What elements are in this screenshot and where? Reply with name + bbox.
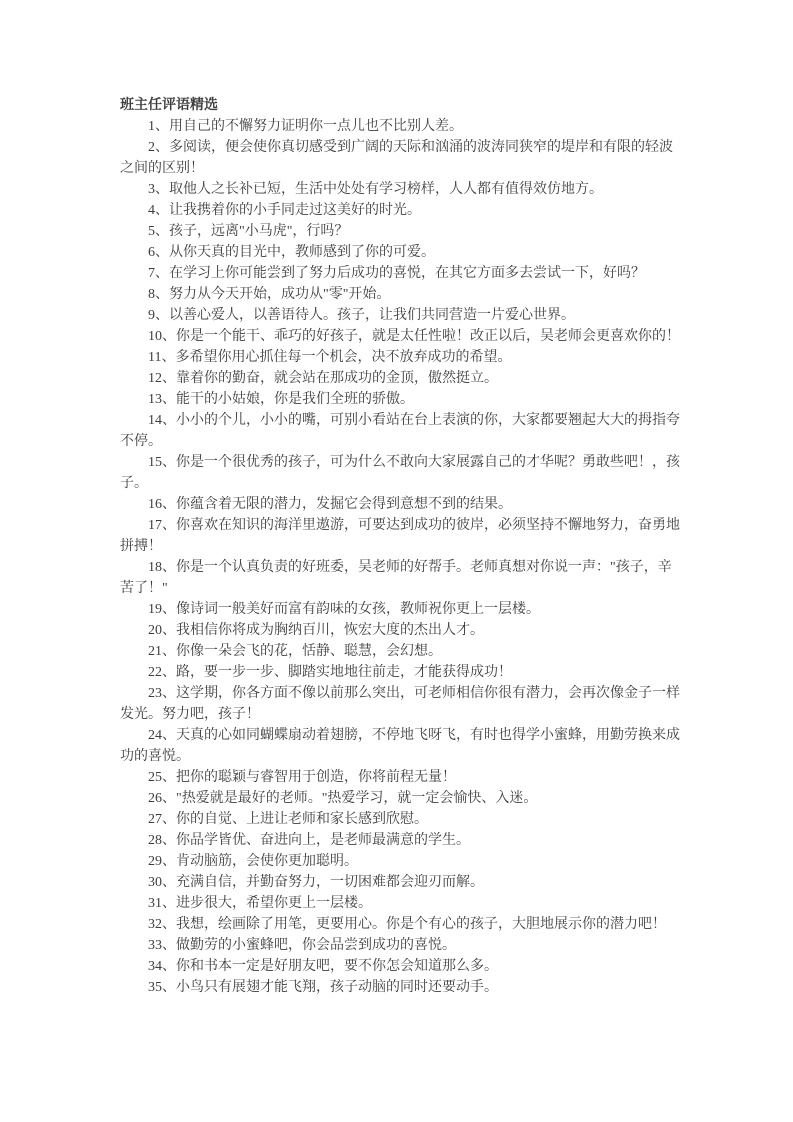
list-item: 10、你是一个能干、乖巧的好孩子，就是太任性啦！改正以后，吴老师会更喜欢你的！ xyxy=(148,329,680,344)
list-item: 11、多希望你用心抓住每一个机会，决不放弃成功的希望。 xyxy=(148,350,512,365)
list-item: 18、你是一个认真负责的好班委，吴老师的好帮手。老师真想对你说一声："孩子，辛苦了！" xyxy=(120,560,672,596)
list-item: 21、你像一朵会飞的花，恬静、聪慧，会幻想。 xyxy=(148,644,442,659)
list-item: 4、让我携着你的小手同走过这美好的时光。 xyxy=(148,203,421,218)
list-item: 8、努力从今天开始，成功从"零"开始。 xyxy=(148,287,391,302)
list-item: 17、你喜欢在知识的海洋里遨游，可要达到成功的彼岸，必须坚持不懈地努力，奋勇地拼搏！ xyxy=(120,518,680,554)
list-item: 2、多阅读，便会使你真切感受到广阔的天际和汹涌的波涛同狭窄的堤岸和有限的轻波之间的区别！ xyxy=(120,140,673,176)
list-item: 13、能干的小姑娘，你是我们全班的骄傲。 xyxy=(148,392,414,407)
list-item: 15、你是一个很优秀的孩子，可为什么不敢向大家展露自己的才华呢？勇敢些吧！，孩子。 xyxy=(120,455,680,491)
comment-list xyxy=(120,116,680,998)
list-item: 5、孩子，远离"小马虎"，行吗？ xyxy=(148,224,349,239)
list-item: 16、你蕴含着无限的潜力，发掘它会得到意想不到的结果。 xyxy=(148,497,512,512)
list-item: 28、你品学皆优、奋进向上，是老师最满意的学生。 xyxy=(148,833,470,848)
list-item: 3、取他人之长补已短，生活中处处有学习榜样，人人都有值得效仿地方。 xyxy=(148,182,603,197)
list-item: 22、路，要一步一步、脚踏实地地往前走，才能获得成功！ xyxy=(148,665,512,680)
list-item: 24、天真的心如同蝴蝶扇动着翅膀，不停地飞呀飞，有时也得学小蜜蜂，用勤劳换来成功的喜悦。 xyxy=(120,728,680,764)
list-item: 20、我相信你将成为胸纳百川，恢宏大度的杰出人才。 xyxy=(148,623,484,638)
list-item: 26、"热爱就是最好的老师。"热爱学习，就一定会愉快、入迷。 xyxy=(148,791,538,806)
list-item: 25、把你的聪颖与睿智用于创造，你将前程无量！ xyxy=(148,770,456,785)
list-item: 7、在学习上你可能尝到了努力后成功的喜悦，在其它方面多去尝试一下，好吗？ xyxy=(148,266,645,281)
list-item: 30、充满自信，并勤奋努力，一切困难都会迎刃而解。 xyxy=(148,875,484,890)
list-item: 35、小鸟只有展翅才能飞翔，孩子动脑的同时还要动手。 xyxy=(148,980,498,995)
list-item: 27、你的自觉、上进让老师和家长感到欣慰。 xyxy=(148,812,428,827)
page-title: 班主任评语精选 xyxy=(120,98,218,113)
list-item: 33、做勤劳的小蜜蜂吧，你会品尝到成功的喜悦。 xyxy=(148,938,456,953)
list-item: 32、我想，绘画除了用笔，更要用心。你是个有心的孩子，大胆地展示你的潜力吧！ xyxy=(148,917,666,932)
list-item: 9、以善心爱人，以善语待人。孩子，让我们共同营造一片爱心世界。 xyxy=(148,308,575,323)
list-item: 29、肯动脑筋，会使你更加聪明。 xyxy=(148,854,358,869)
list-item: 19、像诗词一般美好而富有韵味的女孩，教师祝你更上一层楼。 xyxy=(148,602,540,617)
list-item: 14、小小的个儿，小小的嘴，可别小看站在台上表演的你，大家都要翘起大大的拇指夸不停。 xyxy=(120,413,680,449)
list-item: 12、靠着你的勤奋，就会站在那成功的金顶，傲然挺立。 xyxy=(148,371,498,386)
list-item: 31、进步很大，希望你更上一层楼。 xyxy=(148,896,372,911)
list-item: 34、你和书本一定是好朋友吧，要不你怎会知道那么多。 xyxy=(148,959,498,974)
list-item: 6、从你天真的目光中，教师感到了你的可爱。 xyxy=(148,245,435,260)
list-item: 23、这学期，你各方面不像以前那么突出，可老师相信你很有潜力，会再次像金子一样发光。努力吧，孩子！ xyxy=(120,686,680,722)
list-item: 1、用自己的不懈努力证明你一点儿也不比别人差。 xyxy=(148,119,463,134)
